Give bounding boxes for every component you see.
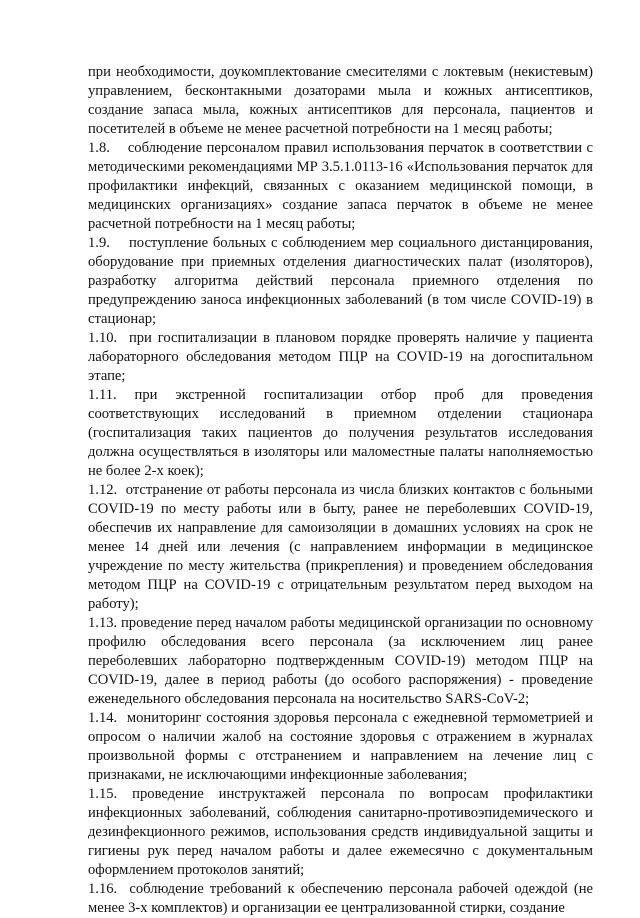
item-text: проведение перед началом работы медицинской организации по основному профилю обследования всего персонала (за исключением лиц ранее переболевших лабораторно подтвержденным COVID-19) методом ПЦР на COVID-19, далее в период работы (до особого распоряжения) - проведение еженедельного обследования персонала на носительство SARS-CoV-2; <box>88 615 593 707</box>
item-number: 1.13. <box>88 615 118 631</box>
item-number: 1.14. <box>88 710 118 726</box>
list-item-1-8 <box>88 139 593 234</box>
list-item-1-11 <box>88 386 593 481</box>
list-item-1-14 <box>88 709 593 785</box>
item-text: соблюдение персоналом правил использования перчаток в соответствии с методическими рекомендациями МР 3.5.1.0113-16 «Использования перчаток для профилактики инфекций, связанных с оказанием медицинской помощи, в медицинских организациях» создание запаса перчаток в объеме не менее расчетной потребности на 1 месяц работы; <box>88 140 594 232</box>
item-number: 1.8. <box>88 140 110 156</box>
item-number: 1.10. <box>88 330 118 346</box>
item-text: мониторинг состояния здоровья персонала с ежедневной термометрией и опросом о наличии жалоб на состояние здоровья с отражением в журналах произвольной формы с отстранением и направлением на лечение лиц с признаками, не исключающими инфекционные заболевания; <box>88 710 594 783</box>
item-text: поступление больных с соблюдением мер социального дистанцирования, оборудование при приемных отделения диагностических палат (изоляторов), разработку алгоритма действий персонала приемного отделения по предупреждению заноса инфекционных заболеваний (в том числе COVID-19) в стационар; <box>88 235 593 327</box>
item-text: соблюдение требований к обеспечению персонала рабочей одеждой (не менее 3-х комплектов) и организации ее централизованной стирки, создание <box>88 881 594 916</box>
list-item-1-16 <box>88 880 593 918</box>
item-number: 1.9. <box>88 235 110 251</box>
document-body <box>88 63 593 918</box>
item-text: проведение инструктажей персонала по вопросам профилактики инфекционных заболеваний, соблюдения санитарно-противоэпидемического и дезинфекционного режимов, использования средств индивидуальной защиты и гигиены рук перед началом работы и далее ежемесячно с документальным оформлением протоколов занятий; <box>88 786 593 878</box>
continuation-paragraph: при необходимости, доукомплектование смесителями с локтевым (некистевым) управлением, бесконтакными дозаторами мыла и кожных антисептиков, создание запаса мыла, кожных антисептиков для персонала, пациентов и посетителей в объеме не менее расчетной потребности на 1 месяц работы; <box>88 64 593 137</box>
item-text: при госпитализации в плановом порядке проверять наличие у пациента лабораторного обследования методом ПЦР на COVID-19 на догоспитальном этапе; <box>88 330 593 384</box>
list-item-1-15 <box>88 785 593 880</box>
list-item-1-13 <box>88 614 593 709</box>
item-number: 1.12. <box>88 482 118 498</box>
list-item-1-9 <box>88 234 593 329</box>
item-number: 1.11. <box>88 387 117 403</box>
list-item-1-12 <box>88 481 593 614</box>
item-text: при экстренной госпитализации отбор проб для проведения соответствующих исследований в приемном отделении стационара (госпитализация таких пациентов до получения результатов исследования должна осуществляться в изоляторы или маломестные палаты наполняемостью не более 2-х коек); <box>88 387 593 479</box>
item-number: 1.16. <box>88 881 118 897</box>
item-text: отстранение от работы персонала из числа близких контактов с больными COVID-19 по месту работы или в быту, ранее не переболевших COVID-19, обеспечив их направление для самоизоляции в домашних условиях на срок не менее 14 дней или лечения (с направлением информации в медицинское учреждение по месту жительства (прикрепления) и проведением обследования методом ПЦР на COVID-19 с отрицательным результатом перед выходом на работу); <box>88 482 593 612</box>
list-item-1-10 <box>88 329 593 386</box>
item-number: 1.15. <box>88 786 118 802</box>
